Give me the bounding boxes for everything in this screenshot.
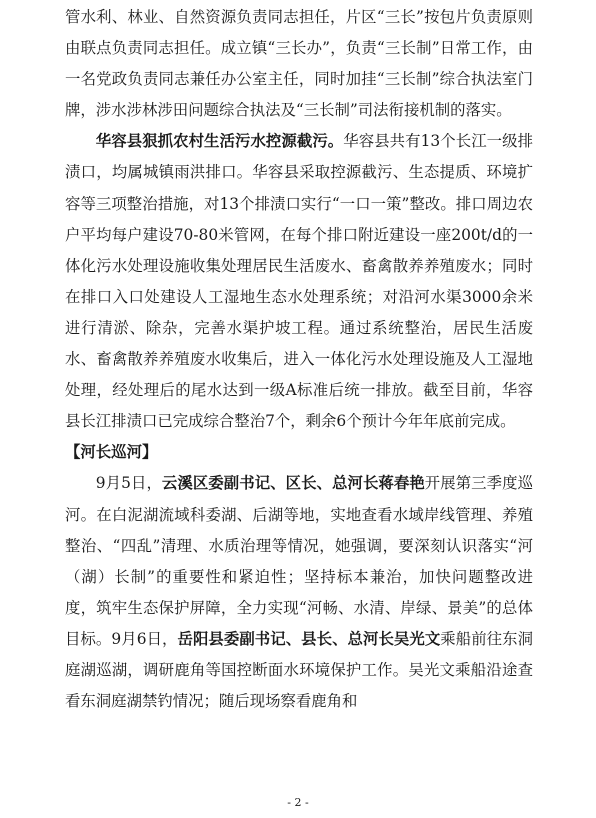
page-number: - 2 - (287, 796, 309, 809)
official-name: 岳阳县委副书记、县长、总河长吴光文 (177, 629, 441, 648)
document-body (65, 2, 533, 717)
paragraph-text: 开展第三季度巡河。在白泥湖流域科委湖、后湖等地，实地查看水域岸线管理、养殖整治、“四乱”清理、水质治理等情况，她强调，要深刻认识落实“河（湖）长制”的重要性和紧迫性；坚持标本兼治，加快问题整改进度，筑牢生态保护屏障，全力实现“河畅、水清、岸绿、景美”的总体目标。 (65, 474, 533, 648)
date-text: 9月5日， (95, 474, 162, 493)
paragraph-text: 管水利、林业、自然资源负责同志担任，片区“三长”按包片负责原则由联点负责同志担任。成立镇“三长办”，负责“三长制”日常工作，由一名党政负责同志兼任办公室主任，同时加挂“三长制”综合执法室门牌，涉水涉林涉田问题综合执法及“三长制”司法衔接机制的落实。 (65, 8, 533, 120)
date-text: 9月6日， (111, 629, 178, 648)
section-heading: 【河长巡河】 (65, 443, 158, 462)
official-name: 云溪区委副书记、区长、总河长蒋春艳 (161, 474, 425, 493)
paragraph-patrol (65, 468, 533, 717)
paragraph-continuation (65, 2, 533, 126)
paragraph-lead-heading: 华容县狠抓农村生活污水控源截污。 (95, 132, 344, 151)
paragraph-huarong (65, 126, 533, 437)
paragraph-text: 华容县共有13个长江一级排渍口，均属城镇雨洪排口。华容县采取控源截污、生态提质、环境扩容等三项整治措施，对13个排渍口实行“一口一策”整改。排口周边农户平均每户建设70-80米管网，在每个排口附近建设一座200t/d的一体化污水处理设施收集处理居民生活废水、畜禽散养养殖废水；同时在排口入口处建设人工湿地生态水处理系统；对沿河水渠3000余米进行清淤、除杂，完善水渠护坡工程。通过系统整治，居民生活废水、畜禽散养养殖废水收集后，进入一体化污水处理设施及人工湿地处理，经处理后的尾水达到一级A标准后统一排放。截至目前，华容县长江排渍口已完成综合整治7个，剩余6个预计今年年底前完成。 (65, 132, 533, 431)
paragraph-text: 乘船前往东洞庭湖巡湖，调研鹿角等国控断面水环境保护工作。吴光文乘船沿途查看东洞庭湖禁钓情况；随后现场察看鹿角和 (65, 629, 533, 711)
